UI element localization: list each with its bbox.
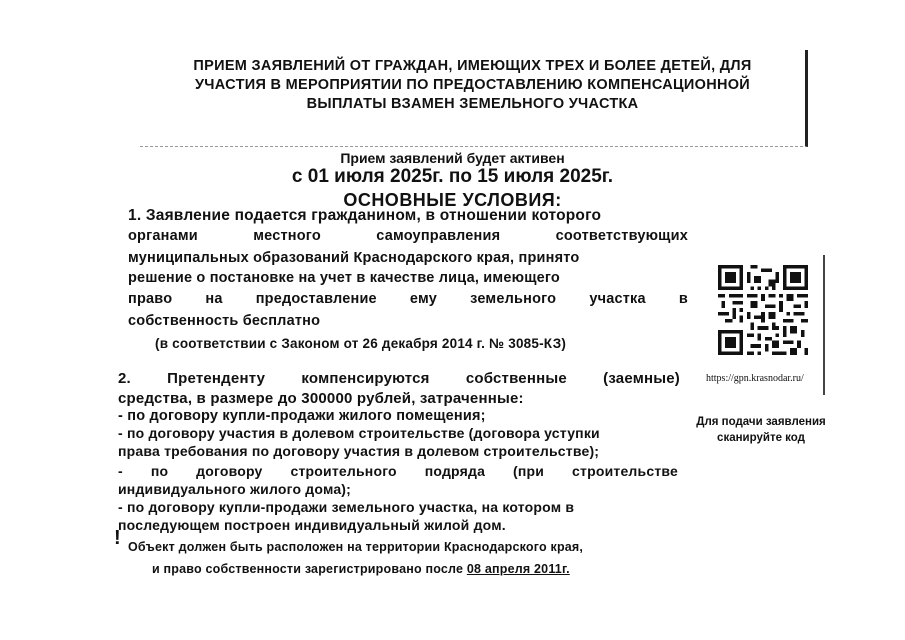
law-reference: (в соответствии с Законом от 26 декабря 2014 г. № 3085-КЗ) xyxy=(155,336,567,351)
header-line-2: УЧАСТИЯ В МЕРОПРИЯТИИ ПО ПРЕДОСТАВЛЕНИЮ КОМПЕНСАЦИОННОЙ xyxy=(194,77,751,93)
divider-line xyxy=(823,255,825,395)
notice-line-1: Объект должен быть расположен на территории Краснодарского края, xyxy=(128,540,584,554)
conditions-title: ОСНОВНЫЕ УСЛОВИЯ: xyxy=(343,190,562,210)
scan-instruction: Для подачи заявления сканируйте код xyxy=(696,416,826,444)
condition-1-line: муниципальных образований Краснодарского края, принято xyxy=(128,250,580,266)
exclamation-mark: ! xyxy=(114,527,121,549)
condition-2-line: 2. Претенденту компенсируются собственные (заемные) xyxy=(118,370,680,387)
condition-2-line: - по договору строительного подряда (при строительстве xyxy=(118,463,678,479)
condition-2-line: - по договору купли-продажи жилого помещения; xyxy=(118,408,486,424)
condition-1-line: право на предоставление ему земельного участка в xyxy=(128,291,688,307)
registration-date: 08 апреля 2011г. xyxy=(466,562,570,576)
condition-2-line: средства, в размере до 300000 рублей, затраченные: xyxy=(118,390,524,407)
qr-code[interactable] xyxy=(718,265,808,355)
portal-url[interactable]: https://gpn.krasnodar.ru/ xyxy=(706,373,804,384)
schedule-intro: Прием заявлений будет активен xyxy=(340,150,565,166)
condition-1-line: 1. Заявление подается гражданином, в отношении которого xyxy=(128,207,602,224)
header-line-1: ПРИЕМ ЗАЯВЛЕНИЙ ОТ ГРАЖДАН, ИМЕЮЩИХ ТРЕХ И БОЛЕЕ ДЕТЕЙ, ДЛЯ xyxy=(193,58,752,74)
condition-2-line: индивидуального жилого дома); xyxy=(118,481,352,497)
schedule-dates: с 01 июля 2025г. по 15 июля 2025г. xyxy=(291,166,614,187)
header-line-3: ВЫПЛАТЫ ВЗАМЕН ЗЕМЕЛЬНОГО УЧАСТКА xyxy=(306,96,639,112)
qr-code-icon xyxy=(718,265,808,355)
condition-2-line: права требования по договору участия в долевом строительстве); xyxy=(118,443,600,459)
notice-line-2-text: и право собственности зарегистрировано после xyxy=(152,562,467,576)
condition-2-line: последующем построен индивидуальный жилой дом. xyxy=(118,517,506,533)
condition-1-line: решение о постановке на учет в качестве лица, имеющего xyxy=(128,270,560,286)
condition-1-line: органами местного самоуправления соответствующих xyxy=(128,228,688,244)
condition-2-line: - по договору участия в долевом строительстве (договора уступки xyxy=(118,425,600,441)
condition-1-line: собственность бесплатно xyxy=(128,313,321,329)
notice-line-2 xyxy=(152,562,570,576)
condition-2-line: - по договору купли-продажи земельного участка, на котором в xyxy=(118,499,575,515)
header-box xyxy=(140,50,808,147)
